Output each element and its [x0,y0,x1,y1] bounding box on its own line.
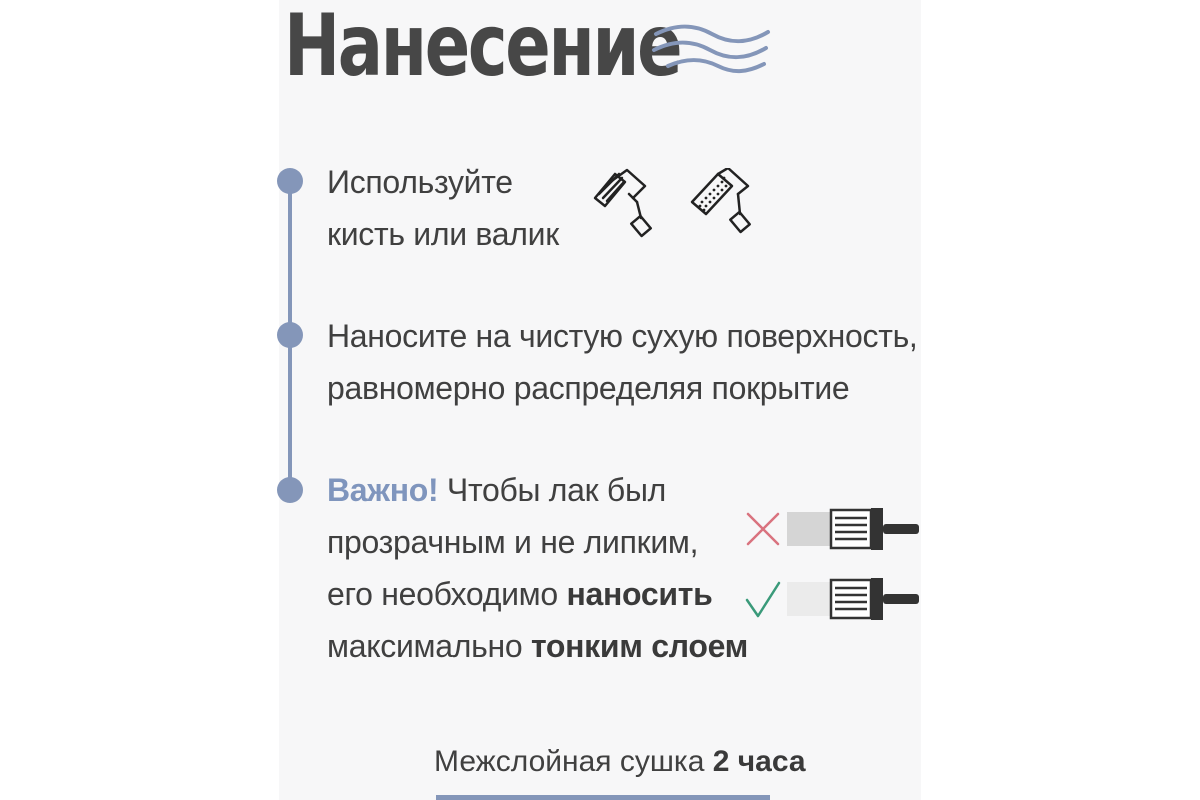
waves-icon [650,18,772,74]
drying-time [434,740,806,784]
step-3-line-3 [327,568,748,620]
check-icon [744,580,782,620]
step-3-line-2: прозрачным и не липким, [327,524,699,560]
paint-roller-icon [688,168,760,238]
step-3-line-3-bold: наносить [566,576,713,612]
step-3-line-1 [327,464,748,516]
step-3-text [327,464,748,672]
paint-brush-icon [787,578,921,620]
drying-time-label: Межслойная сушка [434,745,713,778]
timeline-dot [277,322,303,348]
drying-time-value: 2 часа [712,745,806,778]
step-3-line-3-normal: его необходимо [327,576,567,612]
step-3-line-4-normal: максимально [327,628,531,664]
step-3-line-4-bold: тонким слоем [530,628,749,664]
step-2-text [327,310,918,414]
important-label: Важно! [327,472,439,508]
step-2-line-1: Наносите на чистую сухую поверхность, [327,318,918,354]
step-3-line-4 [327,620,748,672]
footer-bar [436,795,770,800]
step-2-line-2: равномерно распределяя покрытие [327,370,850,406]
step-1-line-2: кисть или валик [327,216,559,252]
paint-roller-brush-icon [589,168,661,238]
step-3-line-1-rest: Чтобы лак был [438,472,667,508]
step-1-text [327,156,559,260]
cross-icon [744,510,782,548]
page-title: Нанесение [284,0,681,96]
step-1-line-1: Используйте [327,164,513,200]
timeline-dot [277,168,303,194]
timeline-dot [277,477,303,503]
paint-brush-icon [787,508,921,550]
